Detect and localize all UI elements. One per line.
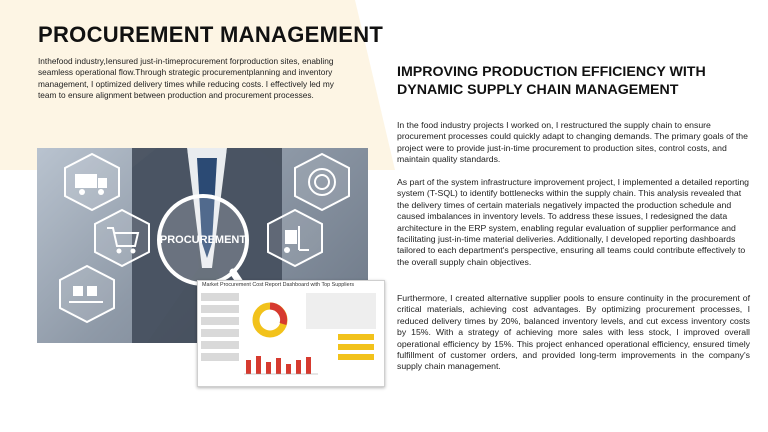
conveyor-boxes-icon [60,266,114,322]
paragraph-results: Furthermore, I created alternative supplier pools to ensure continuity in the procurement of critical materials, achieving cost advantages. By optimizing procurement processes, I reduced delivery times by 20%, balanced inventory levels, and cut excess inventory costs by 15%. With a strategy of achieving more sales with less stock, I improved overall operational efficiency by 15%. This project enhanced operational efficiency, ensured timely fulfillment of customer orders, and provided long-term improvements in the company's supply chain management. [397,293,750,372]
dashboard-title: Market Procurement Cost Report Dashboard with Top Suppliers [202,282,355,288]
procurement-label: PROCUREMENT [159,234,247,246]
truck-icon [65,154,119,210]
intro-text: Inthefood industry,Iensured just-in-timeprocurement forproduction sites, enabling seamless operational flow.Through strategic procurementplanning and inventory management, I optimized delivery times while reducing costs. I effectively led my team to ensure alignment between production and procurement processes. [38,56,334,101]
page-title: PROCUREMENT MANAGEMENT [38,22,384,47]
money-gear-icon [295,154,349,210]
dashboard-thumbnail [197,280,385,387]
section-title: IMPROVING PRODUCTION EFFICIENCY WITH DYNAMIC SUPPLY CHAIN MANAGEMENT [397,64,706,98]
donut-chart-thumbnail [256,306,284,334]
paragraph-reporting: As part of the system infrastructure improvement project, I implemented a detailed reporting system (T-SQL) to identify bottlenecks within the supply chain. This analysis revealed that the delivery times of certain materials negatively impacted the production schedule and caused imbalances in inventory levels. To address these issues, I redesigned the data architecture in the ERP system, enabling regular evaluation of supplier performance and facilitating just-in-time material deliveries. Additionally, I developed reporting dashboards tailored to each department's perspective, ensuring all teams could contribute effectively to the overall supply chain objectives. [397,177,750,267]
paragraph-goals: In the food industry projects I worked on, I restructured the supply chain to ensure procurement processes could quickly adapt to changing demands. The primary goals of the project were to provide just-in-time procurement to production sites, control costs, and maintain quality standards. [397,120,748,165]
bar-chart-thumbnail [246,356,311,374]
